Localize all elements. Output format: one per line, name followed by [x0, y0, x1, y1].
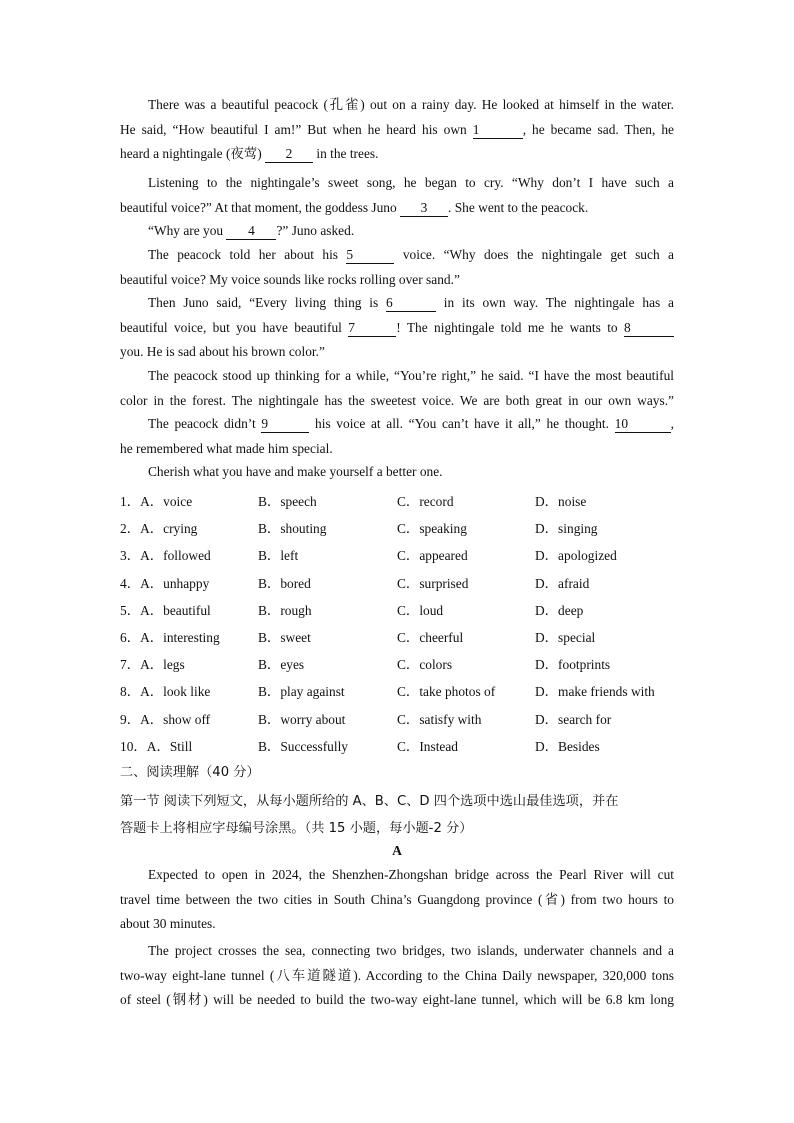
option: 4．A．unhappy: [120, 575, 210, 591]
text-span: “Why are you: [148, 223, 227, 238]
blank-6: 6: [386, 295, 436, 312]
paragraph-3: [120, 219, 674, 244]
option: D．Besides: [535, 738, 600, 754]
option: C．take photos of: [397, 684, 496, 700]
option: B．left: [258, 548, 299, 564]
option: 7．A．legs: [120, 657, 185, 673]
option-row: [120, 573, 680, 600]
text-line: color in the forest. The nightingale has the sweetest voice. We are both great in our own ways.”: [120, 392, 674, 408]
option-row: [120, 491, 680, 518]
text-span: ?” Juno asked.: [276, 223, 355, 238]
text-line: [120, 291, 674, 316]
text-span: his voice at all. “You can’t have it all,” he thought.: [309, 416, 615, 431]
option: B．play against: [258, 684, 345, 700]
option: C．appeared: [397, 548, 468, 564]
text-span: He said, “How beautiful I am!” But when he heard his own: [120, 121, 473, 137]
option: 3．A．followed: [120, 548, 211, 564]
options-list: [120, 491, 680, 763]
option: D．noise: [535, 494, 587, 509]
option: C．cheerful: [397, 629, 464, 645]
text-span: beautiful voice, but you have beautiful: [120, 319, 349, 335]
option: B．sweet: [258, 629, 311, 645]
paragraph-4: [120, 243, 674, 292]
option: 10．A．Still: [120, 738, 193, 754]
option: C．colors: [397, 657, 453, 673]
text-span: in its own way. The nightingale has a: [436, 295, 674, 310]
blank-7: 7: [348, 320, 396, 337]
text-line: [120, 196, 674, 221]
text-line: [120, 316, 674, 341]
option: 9．A．show off: [120, 711, 211, 727]
option-row: [120, 654, 680, 681]
option-row: [120, 709, 680, 736]
option: 1．A．voice: [120, 494, 193, 509]
option-row: [120, 681, 680, 708]
blank-8: 8: [624, 320, 674, 337]
option: D．search for: [535, 711, 612, 727]
text-line: [120, 243, 674, 268]
text-line: The project crosses the sea, connecting two bridges, two islands, underwater channels and a: [148, 943, 674, 958]
paragraph-7: [120, 412, 674, 461]
text-span: Then Juno said, “Every living thing is: [148, 295, 386, 310]
option-row: [120, 518, 680, 545]
blank-9: 9: [261, 416, 309, 433]
option-row: [120, 627, 680, 654]
paragraph-5: [120, 291, 674, 365]
instruction-line: 答题卡上将相应字母编号涂黑。（共 15 小题，每小题-2 分）: [120, 821, 473, 836]
option: B．worry about: [258, 711, 346, 727]
text-line: [120, 118, 674, 143]
text-span: The peacock didn’t: [148, 416, 262, 431]
passage-a-paragraph-1: [120, 863, 674, 937]
option: C．speaking: [397, 521, 467, 537]
text-line: The peacock stood up thinking for a while, “You’re right,” he said. “I have the most beautiful: [148, 368, 674, 383]
text-line: Listening to the nightingale’s sweet song, he began to cry. “Why don’t I have such a: [148, 175, 674, 190]
text-span: . She went to the peacock.: [448, 199, 589, 215]
text-line: two-way eight-lane tunnel (八车道隧道). According to the China Daily newspaper, 320,000 tons: [120, 967, 674, 983]
text-line: you. He is sad about his brown color.”: [120, 344, 325, 359]
text-span: , he became sad. Then, he: [522, 121, 674, 137]
option: D．deep: [535, 602, 584, 618]
text-line: beautiful voice? My voice sounds like rocks rolling over sand.”: [120, 271, 460, 287]
option: 5．A．beautiful: [120, 602, 211, 618]
text-span: beautiful voice?” At that moment, the goddess Juno: [120, 199, 401, 215]
paragraph-2: [120, 171, 674, 220]
option: D．singing: [535, 521, 598, 537]
option-row: [120, 600, 680, 627]
option: D．apologized: [535, 548, 617, 564]
option: B．Successfully: [258, 738, 349, 754]
option-row: [120, 545, 680, 572]
paragraph-8: [120, 460, 674, 485]
option: B．eyes: [258, 657, 305, 673]
blank-3: 3: [400, 200, 448, 217]
option: B．rough: [258, 602, 312, 618]
option: D．afraid: [535, 575, 590, 591]
option: B．speech: [258, 494, 317, 509]
text-span: heard a nightingale (夜莺): [120, 146, 266, 161]
text-line: he remembered what made him special.: [120, 440, 333, 456]
option: C．Instead: [397, 738, 458, 754]
passage-letter: A: [392, 843, 402, 858]
text-line: [120, 412, 674, 437]
paragraph-6: [120, 364, 674, 413]
section-heading: 二、阅读理解（40 分）: [120, 765, 260, 780]
text-line: travel time between the two cities in South China’s Guangdong province (省) from two hours to: [120, 891, 674, 907]
blank-1: 1: [473, 122, 523, 139]
paragraph-1: [120, 93, 674, 167]
option: D．footprints: [535, 657, 611, 673]
text-span: voice. “Why does the nightingale get such a: [394, 247, 674, 262]
text-line: Expected to open in 2024, the Shenzhen-Zhongshan bridge across the Pearl River will cut: [148, 867, 674, 882]
passage-a-paragraph-2: [120, 939, 674, 1013]
text-line: of steel (钢材) will be needed to build the two-way eight-lane tunnel, which will be 6.8 km long: [120, 992, 674, 1007]
option: C．satisfy with: [397, 711, 482, 727]
option: B．shouting: [258, 521, 327, 537]
blank-5: 5: [346, 247, 394, 264]
text-line: [120, 219, 674, 244]
option: 2．A．crying: [120, 521, 198, 537]
text-line: Cherish what you have and make yourself a better one.: [148, 464, 443, 479]
option-row: [120, 736, 680, 763]
option: C．loud: [397, 602, 444, 618]
text-line: about 30 minutes.: [120, 916, 216, 931]
text-line: There was a beautiful peacock (孔雀) out on a rainy day. He looked at himself in the water.: [148, 97, 674, 112]
text-span: ! The nightingale told me he wants to: [396, 319, 625, 335]
instruction-line: 第一节 阅读下列短文，从每小题所给的 A、B、C、D 四个选项中选山最佳选项，并在: [120, 794, 619, 809]
option: C．record: [397, 494, 454, 509]
option: B．bored: [258, 575, 311, 591]
text-span: ,: [670, 416, 675, 431]
option: C．surprised: [397, 575, 469, 591]
text-span: in the trees.: [313, 146, 379, 161]
option: 6．A．interesting: [120, 629, 220, 645]
option: 8．A．look like: [120, 684, 211, 700]
blank-4: 4: [226, 223, 276, 240]
blank-10: 10: [615, 416, 671, 433]
option: D．special: [535, 629, 596, 645]
blank-2: 2: [265, 146, 313, 163]
text-span: The peacock told her about his: [148, 247, 347, 262]
option: D．make friends with: [535, 684, 655, 700]
text-line: [120, 142, 674, 167]
